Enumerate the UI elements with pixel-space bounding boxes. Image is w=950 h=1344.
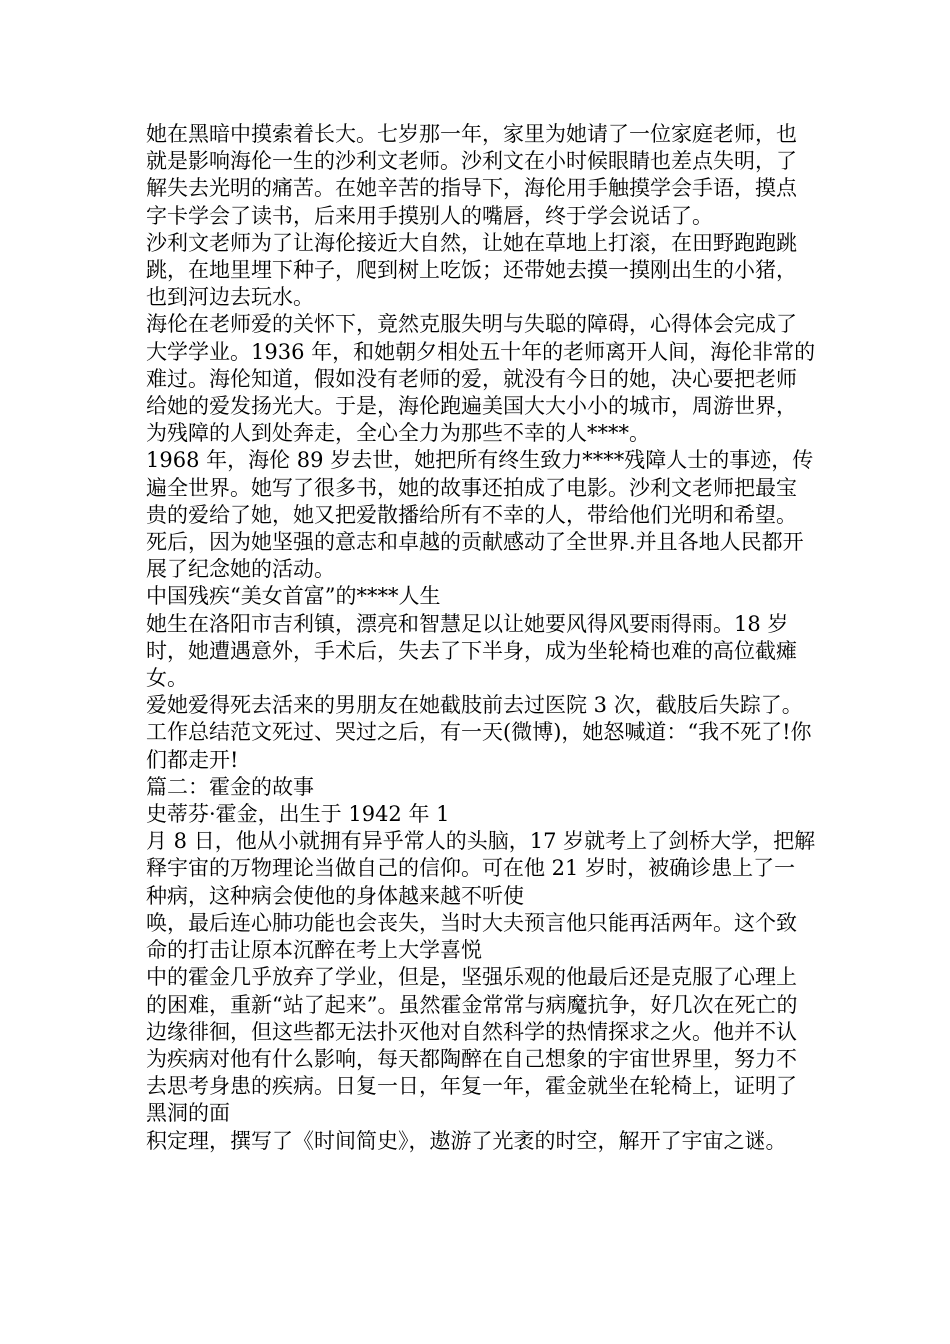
paragraph: 月 8 日，他从小就拥有异乎常人的头脑，17 岁就考上了剑桥大学，把解释宇宙的万物理论当做自己的信仰。可在他 21 岁时，被确诊患上了一种病，这种病会使他的身体越来越不听使 — [146, 829, 816, 908]
paragraph: 中的霍金几乎放弃了学业，但是，坚强乐观的他最后还是克服了心理上 — [146, 965, 797, 990]
paragraph: 唤，最后连心肺功能也会丧失，当时大夫预言他只能再活两年。这个致命的打击让原本沉醉在考上大学喜悦 — [146, 910, 797, 963]
paragraph: 爱她爱得死去活来的男朋友在她截肢前去过医院 3 次，截肢后失踪了。 — [146, 693, 803, 718]
paragraph: 1968 年，海伦 89 岁去世，她把所有终生致力****残障人士的事迹，传遍全世界。她写了很多书，她的故事还拍成了电影。沙利文老师把最宝贵的爱给了她，她又把爱散播给所有不幸的人，带给他们光明和希望。 — [146, 448, 814, 527]
paragraph: 她在黑暗中摸索着长大。七岁那一年，家里为她请了一位家庭老师，也就是影响海伦一生的沙利文老师。沙利文在小时候眼睛也差点失明，了解失去光明的痛苦。在她辛苦的指导下，海伦用手触摸学会手语，摸点字卡学会了读书，后来用手摸别人的嘴唇，终于学会说话了。 — [146, 122, 797, 228]
paragraph: 工作总结范文死过、哭过之后，有一天(微博)，她怒喊道：“我不死了!你们都走开! — [146, 720, 812, 772]
section-heading: 中国残疾“美女首富”的****人生 — [146, 584, 441, 609]
paragraph: 史蒂芬·霍金，出生于 1942 年 1 — [146, 802, 450, 827]
paragraph: 积定理，撰写了《时间简史》，遨游了光袤的时空，解开了宇宙之谜。 — [146, 1128, 787, 1153]
paragraph: 的困难，重新“站了起来”。虽然霍金常常与病魔抗争，好几次在死亡的边缘徘徊，但这些都无法扑灭他对自然科学的热情探求之火。他并不认为疾病对他有什么影响，每天都陶醉在自己想象的宇宙世界里，努力不去思考身患的疾病。日复一日，年复一年，霍金就坐在轮椅上，证明了黑洞的面 — [146, 992, 798, 1126]
paragraph: 她生在洛阳市吉利镇，漂亮和智慧足以让她要风得风要雨得雨。18 岁时，她遭遇意外，手术后，失去了下半身，成为坐轮椅也难的高位截瘫女。 — [146, 611, 797, 691]
section-heading: 篇二：霍金的故事 — [146, 774, 314, 799]
paragraph: 死后，因为她坚强的意志和卓越的贡献感动了全世界.并且各地人民都开展了纪念她的活动。 — [146, 530, 804, 582]
paragraph: 沙利文老师为了让海伦接近大自然，让她在草地上打滚，在田野跑跑跳跳，在地里埋下种子，爬到树上吃饭；还带她去摸一摸刚出生的小猪，也到河边去玩水。 — [146, 230, 797, 310]
document-body — [146, 121, 816, 1155]
paragraph: 海伦在老师爱的关怀下，竟然克服失明与失聪的障碍，心得体会完成了大学学业。1936 年，和她朝夕相处五十年的老师离开人间，海伦非常的难过。海伦知道，假如没有老师的爱，就没有今日的她，决心要把老师给她的爱发扬光大。于是，海伦跑遍美国大大小小的城市，周游世界，为残障的人到处奔走，全心全力为那些不幸的人****。 — [146, 312, 816, 446]
